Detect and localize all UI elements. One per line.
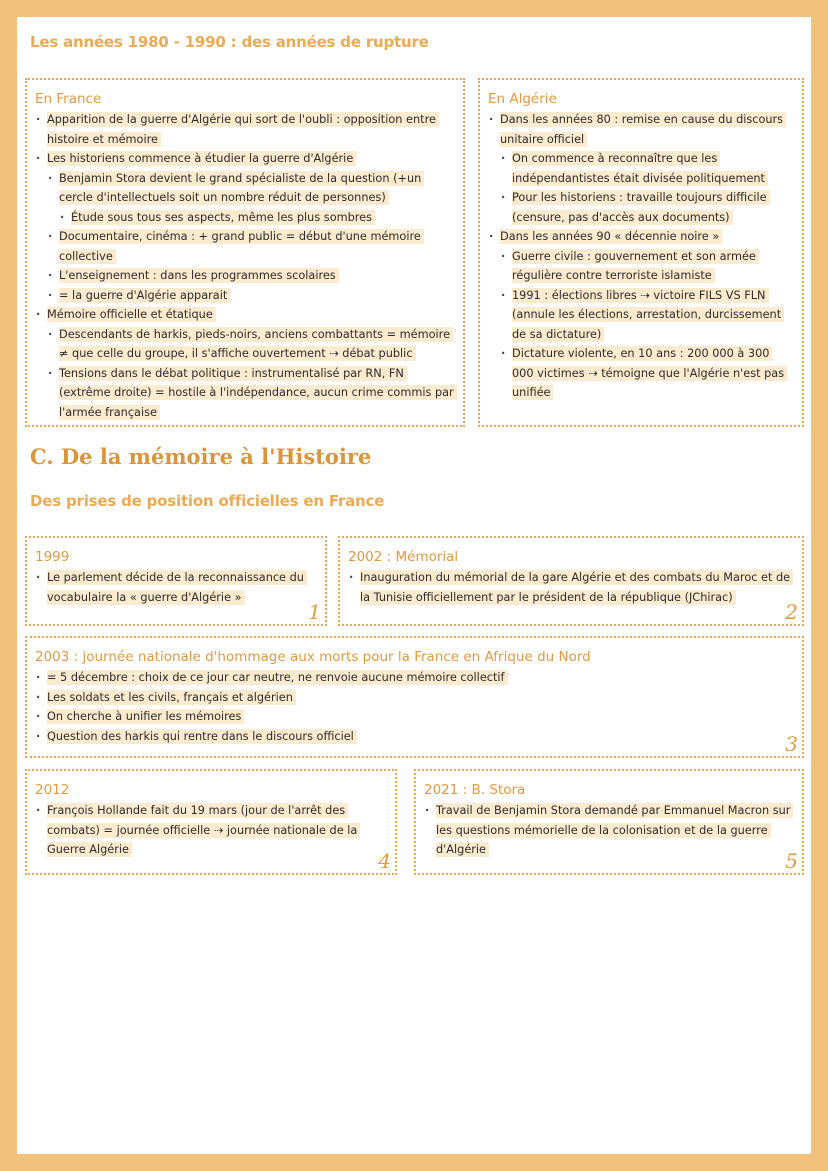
list-item <box>35 169 455 208</box>
list-item-text: Les soldats et les civils, français et algérien <box>47 690 296 705</box>
section-title-1980-1990: Les années 1980 - 1990 : des années de rupture <box>30 33 429 51</box>
box-en-france <box>25 78 465 427</box>
box-2012-list <box>35 801 387 860</box>
list-item <box>488 149 794 188</box>
list-item-text: Dictature violente, en 10 ans : 200 000 à 300 000 victimes ⇢ témoigne que l'Algérie n'est pas unifiée <box>512 346 787 400</box>
list-item <box>35 305 455 325</box>
box-number-4: 4 <box>378 849 391 873</box>
list-item <box>35 149 455 169</box>
box-en-algerie <box>478 78 804 427</box>
list-item <box>35 668 794 688</box>
box-1999 <box>25 536 327 626</box>
list-item-text: Les historiens commence à étudier la guerre d'Algérie <box>47 151 356 166</box>
list-item-text: Documentaire, cinéma : + grand public = début d'une mémoire collective <box>59 229 424 264</box>
list-item <box>488 110 794 149</box>
box-2003 <box>25 636 804 758</box>
list-item-text: L'enseignement : dans les programmes scolaires <box>59 268 339 283</box>
list-item-text: Benjamin Stora devient le grand spécialiste de la question (+un cercle d'intellectuels soit un nombre réduit de personnes) <box>59 171 424 206</box>
list-item-text: On commence à reconnaître que les indépendantistes était divisée politiquement <box>512 151 768 186</box>
list-item <box>488 188 794 227</box>
list-item <box>35 688 794 708</box>
box-number-5: 5 <box>785 849 798 873</box>
list-item <box>35 286 455 306</box>
box-2002-list <box>348 568 794 607</box>
list-item <box>35 266 455 286</box>
list-item-text: François Hollande fait du 19 mars (jour de l'arrêt des combats) = journée officielle ⇢ journée nationale de la Guerre Algérie <box>47 803 360 857</box>
list-item-text: Inauguration du mémorial de la gare Algérie et des combats du Maroc et de la Tunisie officiellement par le président de la république (JChirac) <box>360 570 793 605</box>
list-item-text: Question des harkis qui rentre dans le discours officiel <box>47 729 357 744</box>
list-item <box>35 727 794 747</box>
list-item <box>488 227 794 247</box>
box-title-algerie: En Algérie <box>488 91 557 107</box>
list-item-text: On cherche à unifier les mémoires <box>47 709 244 724</box>
list-item <box>35 707 794 727</box>
list-item <box>488 286 794 345</box>
box-title-1999: 1999 <box>35 549 70 565</box>
box-title-2021: 2021 : B. Stora <box>424 782 526 798</box>
list-item <box>348 568 794 607</box>
box-number-2: 2 <box>785 600 798 624</box>
list-item-text: = 5 décembre : choix de ce jour car neutre, ne renvoie aucune mémoire collectif <box>47 670 508 685</box>
box-title-france: En France <box>35 91 102 107</box>
list-item-text: Le parlement décide de la reconnaissance du vocabulaire la « guerre d'Algérie » <box>47 570 307 605</box>
box-2002 <box>338 536 804 626</box>
box-1999-list <box>35 568 317 607</box>
box-title-2003: 2003 : journée nationale d'hommage aux morts pour la France en Afrique du Nord <box>35 649 591 665</box>
list-item <box>488 247 794 286</box>
box-number-1: 1 <box>308 600 321 624</box>
list-item-text: Dans les années 80 : remise en cause du discours unitaire officiel <box>500 112 786 147</box>
list-item-text: Travail de Benjamin Stora demandé par Emmanuel Macron sur les questions mémorielle de la colonisation et de la guerre d'Algérie <box>436 803 793 857</box>
list-item-text: Pour les historiens : travaille toujours difficile (censure, pas d'accès aux documents) <box>512 190 770 225</box>
algerie-list <box>488 110 794 403</box>
box-2012 <box>25 769 397 875</box>
france-list <box>35 110 455 422</box>
list-item <box>35 801 387 860</box>
page <box>17 17 811 1154</box>
box-2021 <box>414 769 804 875</box>
list-item <box>35 325 455 364</box>
list-item-text: Étude sous tous ses aspects, même les plus sombres <box>71 210 375 225</box>
list-item <box>35 227 455 266</box>
list-item-text: Apparition de la guerre d'Algérie qui sort de l'oubli : opposition entre histoire et mémoire <box>47 112 439 147</box>
list-item <box>35 110 455 149</box>
list-item-text: Mémoire officielle et étatique <box>47 307 216 322</box>
list-item <box>488 344 794 403</box>
section-title-c: C. De la mémoire à l'Histoire <box>30 444 372 469</box>
box-number-3: 3 <box>785 732 798 756</box>
list-item-text: Tensions dans le débat politique : instrumentalisé par RN, FN (extrême droite) = hostile à l'indépendance, aucun crime commis par l'armée française <box>59 366 457 420</box>
box-2003-list <box>35 668 794 746</box>
list-item <box>35 568 317 607</box>
list-item-text: Guerre civile : gouvernement et son armée régulière contre terroriste islamiste <box>512 249 759 284</box>
box-2021-list <box>424 801 794 860</box>
box-title-2002: 2002 : Mémorial <box>348 549 459 565</box>
list-item-text: = la guerre d'Algérie apparait <box>59 288 230 303</box>
list-item-text: Dans les années 90 « décennie noire » <box>500 229 722 244</box>
list-item-text: Descendants de harkis, pieds-noirs, anciens combattants = mémoire ≠ que celle du groupe, il s'affiche ouvertement ⇢ débat public <box>59 327 453 362</box>
list-item <box>35 364 455 423</box>
box-title-2012: 2012 <box>35 782 70 798</box>
list-item <box>424 801 794 860</box>
list-item-text: 1991 : élections libres ⇢ victoire FILS VS FLN (annule les élections, arrestation, durcissement de sa dictature) <box>512 288 784 342</box>
subsection-title-positions: Des prises de position officielles en France <box>30 492 385 510</box>
list-item <box>35 208 455 228</box>
